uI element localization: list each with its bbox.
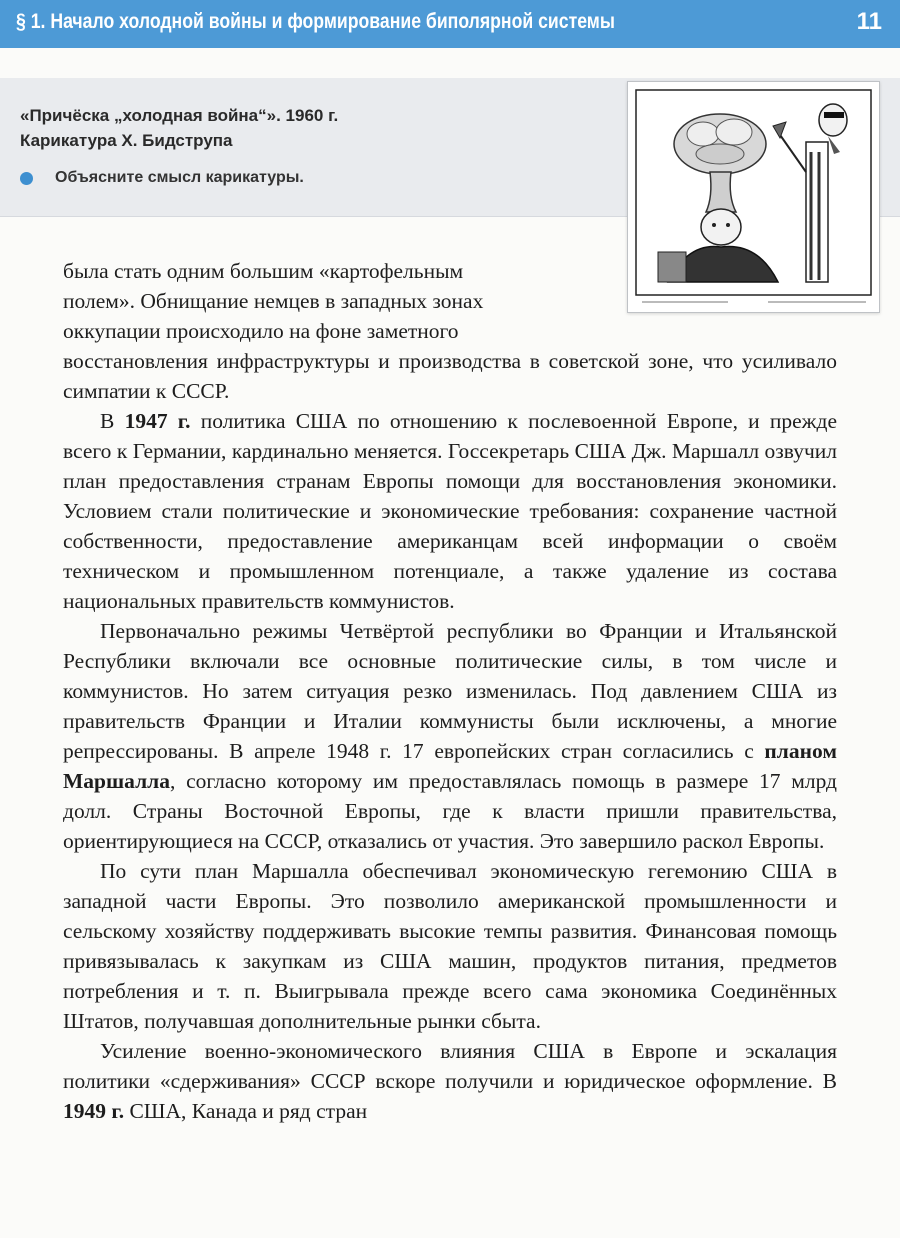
- bold-year-1947: 1947 г.: [124, 409, 191, 433]
- intro-line-3: оккупации происходило на фоне заметного: [63, 319, 459, 343]
- intro-line-1: была стать одним большим «картофельным: [63, 259, 464, 283]
- caption-title: [20, 103, 338, 153]
- bold-marshall-plan: планом Маршалла: [63, 739, 837, 793]
- caption-title-line1: «Причёска „холодная война“». 1960 г.: [20, 106, 339, 125]
- chapter-header-bar: [0, 0, 900, 48]
- paragraph-1949: Усиление военно-экономического влияния США в Европе и эскалация политики «сдерживания» СССР вскоре получили и юридическое оформление. В 1949 г. США, Канада и ряд стран: [63, 1039, 837, 1123]
- blue-bullet-icon: [20, 172, 33, 185]
- task-row: [20, 169, 304, 187]
- page-number: 11: [856, 8, 882, 35]
- bold-year-1949: 1949 г.: [63, 1099, 125, 1123]
- caption-title-line2: Карикатура Х. Бидструпа: [20, 131, 233, 150]
- chapter-title: § 1. Начало холодной войны и формирование биполярной системы: [16, 10, 615, 33]
- body-text: [63, 256, 837, 1126]
- intro-rest: восстановления инфраструктуры и производства в советской зоне, что усиливало симпатии к СССР.: [63, 349, 837, 403]
- paragraph-marshall-plan: Первоначально режимы Четвёртой республики во Франции и Итальянской Республики включали все основные политические силы, в том числе и коммунистов. Но затем ситуация резко изменилась. Под давлением США из правительств Франции и Италии коммунисты были исключены, а многие репрессированы. В апреле 1948 г. 17 европейских стран согласились с планом Маршалла, согласно которому им предоставлялась помощь в размере 17 млрд долл. Страны Восточной Европы, где к власти пришли правительства, ориентирующиеся на СССР, отказались от участия. Это завершило раскол Европы.: [63, 619, 837, 853]
- paragraph-1947: В 1947 г. политика США по отношению к послевоенной Европе, и прежде всего к Германии, кардинально меняется. Госсекретарь США Дж. Маршалл озвучил план предоставления странам Европы помощи для восстановления экономики. Условием стали политические и экономические требования: сохранение частной собственности, предоставление американцам всей информации о своём техническом и промышленном потенциале, а также удаление из состава национальных правительств коммунистов.: [63, 409, 838, 613]
- intro-line-2: полем». Обнищание немцев в западных зонах: [63, 289, 484, 313]
- paragraph-hegemony: По сути план Маршалла обеспечивал экономическую гегемонию США в западной части Европы. Это позволило американской промышленности и сельскому хозяйству поддерживать высокие темпы развития. Финансовая помощь привязывалась к закупкам из США машин, продуктов питания, предметов потребления и т. п. Выигрывала прежде всего сама экономика Соединённых Штатов, получавшая дополнительные рынки сбыта.: [63, 859, 837, 1033]
- task-text: Объясните смысл карикатуры.: [55, 169, 304, 186]
